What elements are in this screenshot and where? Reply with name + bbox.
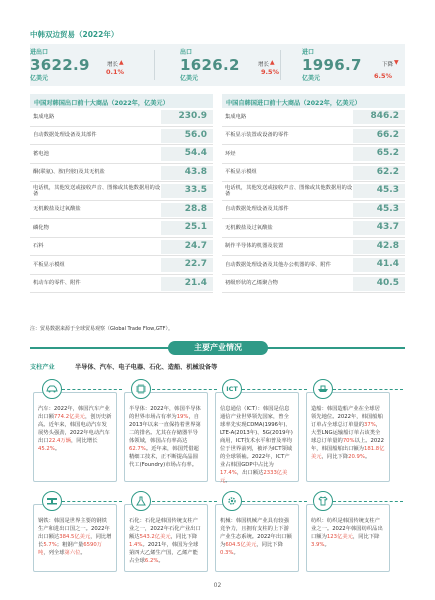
row-value: 846.2 <box>370 111 399 121</box>
table-row <box>30 182 213 201</box>
table-row <box>30 219 213 238</box>
row-name: 制作半导体的机器及装置 <box>225 243 284 250</box>
summary-total-value: 3622.9 <box>30 56 90 74</box>
source-note: 注：贸易数据来源于全球贸易观察（Global Trade Flow,GTF）。 <box>30 326 173 332</box>
gear-icon <box>222 491 242 511</box>
table-row <box>30 108 213 127</box>
table-row <box>30 127 213 146</box>
row-value: 45.3 <box>376 185 399 195</box>
ict-icon: ICT <box>222 379 242 399</box>
row-value: 230.9 <box>178 111 207 121</box>
table-row <box>30 164 213 183</box>
arrow-up-icon: ▲ <box>270 59 275 66</box>
industries-list: 半导体、汽车、电子电器、石化、造船、机械设备等 <box>75 364 218 371</box>
trade-summary <box>30 44 405 86</box>
card-semiconductor: 半导体：2022年，韩国半导体的世界市场占有率为19%，自2013年以来一直保持着世界第二的排名。尤其在存储器半导体领域，韩国占有率高达62.7%。近年来，韩国凭借超精细工技术，正不断提高晶圆代工(Foundry)市场占有率。 <box>124 392 208 482</box>
textile-icon <box>313 491 333 511</box>
row-name: 无机酸盐及过氧酸盐 <box>225 224 273 231</box>
row-name: 蓄电池 <box>33 150 49 157</box>
arrow-down-icon: ▼ <box>394 59 399 66</box>
export-table <box>30 94 213 293</box>
card-textile: 纺织：纺织是韩国传统支柱产业之一。2022年韩国纺织品出口额为123亿美元，同比下降3.9%。 <box>306 504 390 572</box>
summary-export-change-word: 增长 <box>258 62 270 68</box>
row-name: 集成电路 <box>33 113 55 120</box>
table-row <box>222 164 405 183</box>
row-name: 初级形状的乙烯聚合物 <box>225 280 278 287</box>
row-value: 43.8 <box>184 166 207 177</box>
row-value: 65.2 <box>376 148 399 158</box>
table-row <box>30 201 213 220</box>
row-value: 62.2 <box>376 166 399 177</box>
row-name: 环烃 <box>225 150 236 157</box>
row-value: 25.1 <box>184 222 207 232</box>
chip-icon <box>131 379 151 399</box>
summary-total-label: 进出口 <box>30 49 49 56</box>
summary-import-value: 1996.7 <box>302 56 362 74</box>
table-row <box>222 108 405 127</box>
dashed-divider <box>242 501 307 502</box>
import-table <box>222 94 405 293</box>
summary-import-change-word: 下降 <box>382 62 394 68</box>
row-name: 酮(联氨)、胺(羟胺)及其无机盐 <box>33 169 105 176</box>
table-row <box>222 127 405 146</box>
row-value: 28.8 <box>184 203 207 214</box>
table-row <box>30 145 213 164</box>
steel-icon <box>42 491 62 511</box>
card-car: 汽车：2022年，韩国汽车产业出口额774.2亿美元，创历史新高。近年来，韩国电动汽车发展势头强劲，2022年电动汽车出口22.4万辆，同比增长45.2%。 <box>33 392 117 482</box>
row-name: 磷化物 <box>33 224 49 231</box>
summary-export-value: 1626.2 <box>180 56 240 74</box>
arrow-up-icon: ▲ <box>119 59 124 66</box>
table-row <box>222 219 405 238</box>
card-ict: 信息通信（ICT）：韩国是信息通信产业世界领先国家，曾全球率先实现CDMA(1996年)、LTE-A(2013年)、5G(2019年)商用，ICT技术水平和普及率均位于世界前列，被评为ICT领域的全球领袖。2022年，ICT产业占韩国GDP中占比为17.4%，出口额达2333亿美元。 <box>215 392 299 482</box>
row-value: 41.4 <box>376 259 399 269</box>
table-row <box>222 182 405 201</box>
summary-total-unit: 亿美元 <box>30 75 49 82</box>
row-name: 自动数据处理设备及其他办公机器的零、附件 <box>225 261 331 268</box>
row-value: 66.2 <box>376 129 399 140</box>
card-steel: 钢铁：韩国是世界主要的钢铁生产和进出口国之一。2022年出口额达384.5亿美元，同比增长5.7%；粗钢产量6590万吨，列全球第六位。 <box>33 504 117 572</box>
table-row <box>222 238 405 257</box>
row-value: 56.0 <box>184 129 207 140</box>
row-name: 石料 <box>33 243 44 250</box>
row-name: 机动车的零件、附件 <box>33 280 81 287</box>
summary-total-change-pct: 0.1% <box>106 68 125 76</box>
section-banner <box>0 341 435 355</box>
row-value: 33.5 <box>184 185 207 195</box>
summary-export-change-pct: 9.5% <box>261 68 280 76</box>
card-machinery: 机械：韩国机械产业具有较强竞争力，且拥有支柱的上下游产业生态系统。2022年出口额为604.5亿美元，同比下降0.3%。 <box>215 504 299 572</box>
row-value: 45.3 <box>376 203 399 214</box>
card-shipbuilding: 造船：韩国造船产业在全球居领先地位。2022年，韩国船舶订单占全球总订单量的37%，大型LNG运输船订单占该类全球总订单量的70%以上。2022年，韩国船舶出口额为181.8亿美元，同比下降20.9%。 <box>306 392 390 482</box>
row-name: 集成电路 <box>225 113 247 120</box>
summary-export-unit: 亿美元 <box>180 75 199 82</box>
row-name: 电话机，其他发送或接收声音、图像或其他数据用的设备 <box>225 184 353 197</box>
table-row <box>222 145 405 164</box>
row-name: 平板显示模组 <box>225 169 257 176</box>
dashed-divider <box>242 389 307 390</box>
summary-import-change-pct: 6.5% <box>374 72 393 80</box>
row-value: 24.7 <box>184 240 207 251</box>
car-icon <box>42 379 62 399</box>
dashed-divider <box>62 501 122 502</box>
section-title: 中韩双边贸易（2022年） <box>30 30 119 39</box>
flask-icon <box>131 491 151 511</box>
row-value: 54.4 <box>184 148 207 158</box>
summary-import-label: 进口 <box>302 49 315 56</box>
row-value: 40.5 <box>376 277 399 288</box>
summary-export-label: 出口 <box>180 49 193 56</box>
export-table-title: 中国对韩国出口前十大商品（2022年，亿美元） <box>30 94 213 108</box>
row-value: 21.4 <box>184 277 207 288</box>
summary-export <box>180 47 300 83</box>
dashed-divider <box>333 501 403 502</box>
banner-title: 主要产业情况 <box>168 341 268 355</box>
row-name: 自动数据处理设备及其部件 <box>33 132 97 139</box>
import-table-title: 中国自韩国进口前十大商品（2022年，亿美元） <box>222 94 405 108</box>
table-row <box>222 256 405 275</box>
dashed-divider <box>152 389 217 390</box>
row-value: 22.7 <box>184 259 207 269</box>
dashed-divider <box>333 389 403 390</box>
table-row <box>30 256 213 275</box>
pillar-label: 支柱产业 <box>30 364 55 371</box>
row-name: 自动数据处理设备及其部件 <box>225 206 289 213</box>
summary-total <box>30 47 150 83</box>
row-value: 42.8 <box>376 240 399 251</box>
dashed-divider <box>152 501 217 502</box>
table-row <box>30 238 213 257</box>
table-row <box>222 275 405 294</box>
row-name: 平板显示装置或设备的零件 <box>225 132 289 139</box>
ship-icon <box>313 379 333 399</box>
dashed-divider <box>62 389 122 390</box>
row-value: 43.7 <box>376 222 399 232</box>
summary-import <box>302 47 422 83</box>
summary-total-change-word: 增长 <box>107 62 119 68</box>
table-row <box>222 201 405 220</box>
divider <box>154 50 155 80</box>
divider <box>280 50 281 80</box>
summary-import-unit: 亿美元 <box>302 75 321 82</box>
row-name: 电话机，其他发送或接收声音、图像或其他数据用的设备 <box>33 184 161 197</box>
card-petrochemical: 石化：石化是韩国传统支柱产业之一，2022年石化产业出口额达543.2亿美元，同比下降1.4%。2021年，韩国为全球第四大乙烯生产国，乙烯产能占全球6.2%。 <box>124 504 208 572</box>
row-name: 平板显示模组 <box>33 261 65 268</box>
row-name: 无机酸盐及过氧酸盐 <box>33 206 81 213</box>
page-number: 02 <box>213 582 222 589</box>
table-row <box>30 275 213 294</box>
